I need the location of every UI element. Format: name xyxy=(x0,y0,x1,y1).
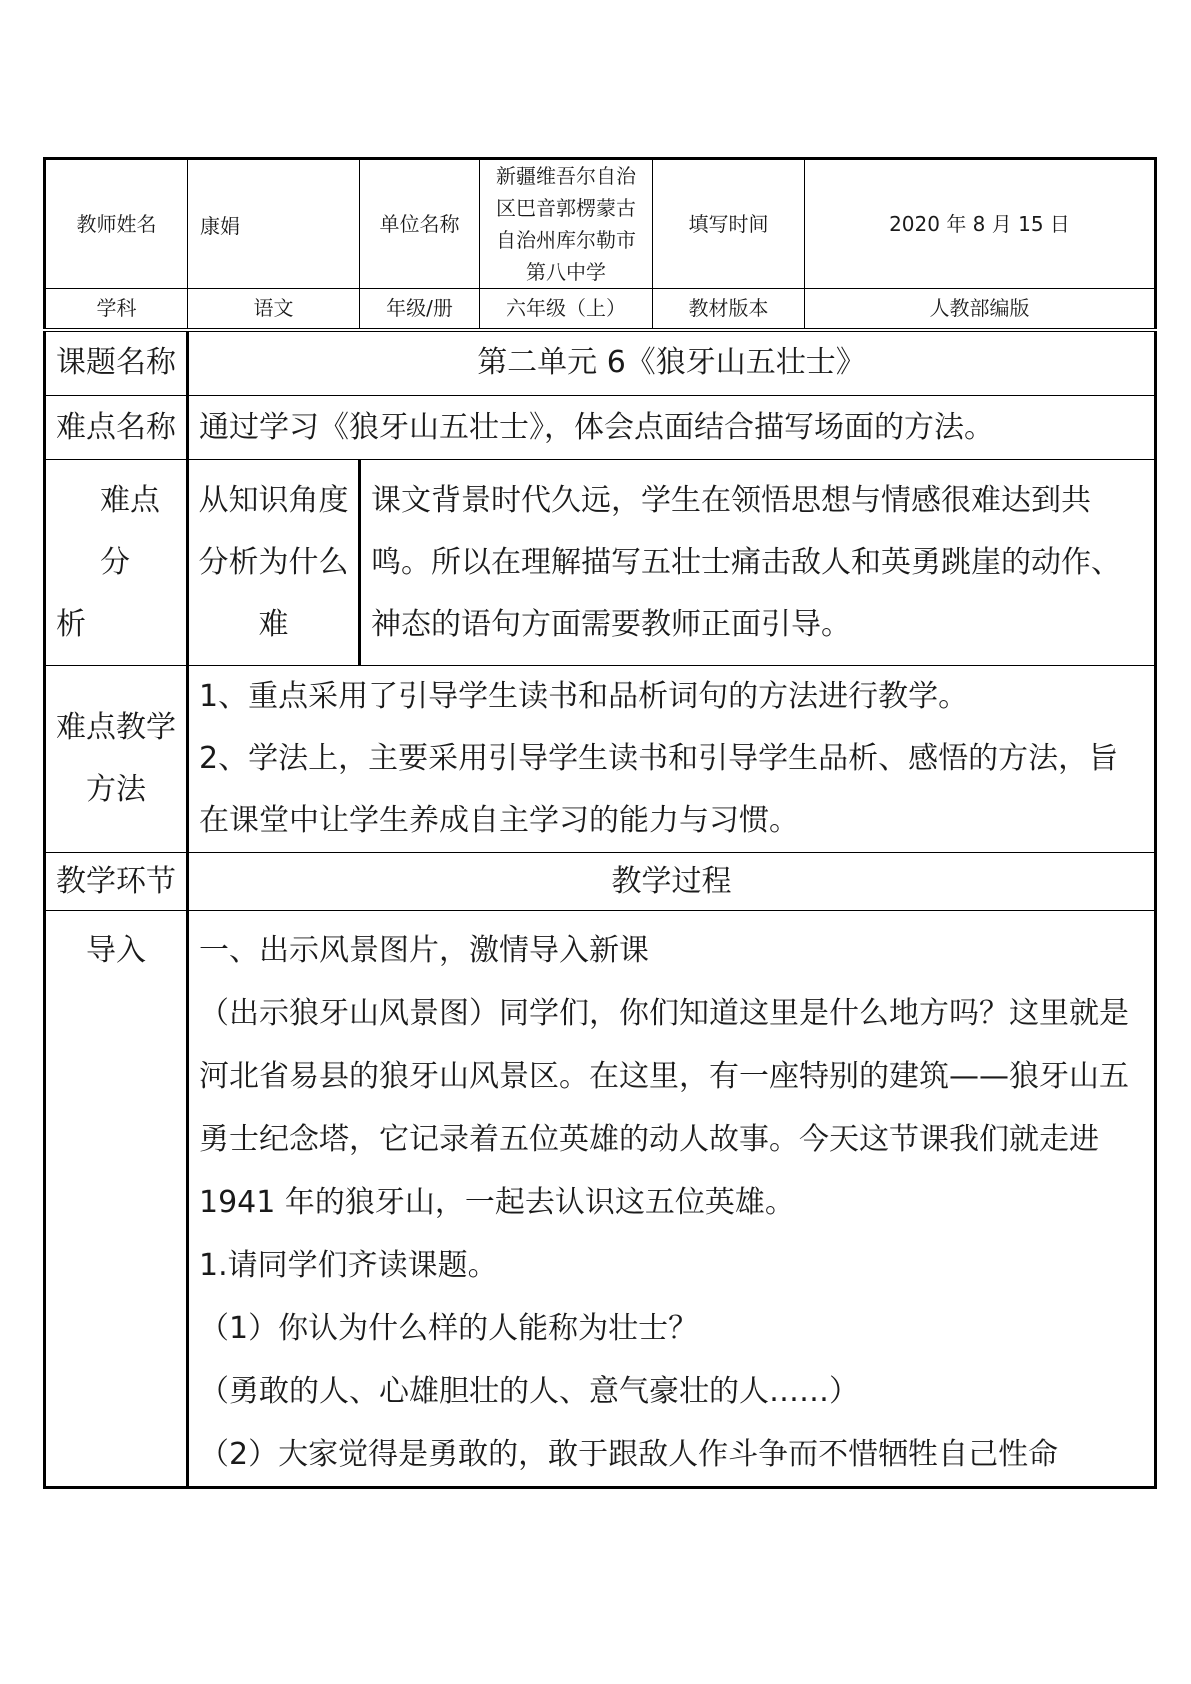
method-row xyxy=(45,666,1156,853)
edition-label: 教材版本 xyxy=(653,289,805,330)
analysis-sub-label-line: 难 xyxy=(258,606,289,642)
analysis-text: 课文背景时代久远，学生在领悟思想与情感很难达到共鸣。所以在理解描写五壮士痛击敌人和英勇跳崖的动作、神态的语句方面需要教师正面引导。 xyxy=(360,460,1156,666)
subject-label: 学科 xyxy=(45,289,188,330)
process-paragraph: （2）大家觉得是勇敢的，敢于跟敌人作斗争而不惜牺牲自己性命 xyxy=(199,1437,1059,1472)
process-paragraph: （出示狼牙山风景图）同学们，你们知道这里是什么地方吗？这里就是河北省易县的狼牙山风景区。在这里，有一座特别的建筑——狼牙山五勇士纪念塔，它记录着五位英雄的动人故事。今天这节课我们就走进 1941 年的狼牙山，一起去认识这五位英雄。 xyxy=(199,996,1129,1220)
analysis-sub-label-line: 分析为什么 xyxy=(198,544,349,580)
unit-name-line: 新疆维吾尔自治 xyxy=(496,164,636,188)
process-paragraph: 1.请同学们齐读课题。 xyxy=(199,1248,498,1283)
topic-row xyxy=(45,330,1156,396)
lesson-plan-table xyxy=(43,157,1157,1489)
process-header-label: 教学环节 xyxy=(45,853,188,911)
teacher-name: 康娟 xyxy=(188,159,360,289)
grade-label: 年级/册 xyxy=(360,289,480,330)
method-text xyxy=(188,666,1156,853)
analysis-label-line: 析 xyxy=(56,606,86,642)
difficulty-row xyxy=(45,396,1156,460)
method-item: 2、学法上，主要采用引导学生读书和引导学生品析、感悟的方法，旨在课堂中让学生养成自主学习的能力与习惯。 xyxy=(199,741,1119,838)
subject: 语文 xyxy=(188,289,360,330)
analysis-row xyxy=(45,460,1156,666)
process-header-row xyxy=(45,853,1156,911)
topic-value: 第二单元 6《狼牙山五壮士》 xyxy=(188,330,1156,396)
process-paragraph: 一、出示风景图片，激情导入新课 xyxy=(199,933,649,968)
analysis-label xyxy=(45,460,188,666)
fill-time-label: 填写时间 xyxy=(653,159,805,289)
header-row-2 xyxy=(45,289,1156,330)
process-row xyxy=(45,911,1156,1488)
analysis-label-line: 难点分 xyxy=(100,482,160,580)
fill-time: 2020 年 8 月 15 日 xyxy=(805,159,1156,289)
header-row-1 xyxy=(45,159,1156,289)
process-content xyxy=(188,911,1156,1488)
unit-name-line: 自治州库尔勒市 xyxy=(496,228,636,252)
unit-name-line: 第八中学 xyxy=(526,260,606,284)
grade: 六年级（上） xyxy=(480,289,653,330)
method-label xyxy=(45,666,188,853)
analysis-sub-label xyxy=(188,460,360,666)
method-item: 1、重点采用了引导学生读书和品析词句的方法进行教学。 xyxy=(199,679,969,714)
method-label-line: 方法 xyxy=(86,772,146,807)
process-paragraph: （1）你认为什么样的人能称为壮士？ xyxy=(199,1311,699,1346)
process-header-value: 教学过程 xyxy=(188,853,1156,911)
unit-name xyxy=(480,159,653,289)
edition: 人教部编版 xyxy=(805,289,1156,330)
teacher-name-label: 教师姓名 xyxy=(45,159,188,289)
unit-name-line: 区巴音郭楞蒙古 xyxy=(496,196,636,220)
analysis-sub-label-line: 从知识角度 xyxy=(198,482,349,518)
difficulty-label: 难点名称 xyxy=(45,396,188,460)
unit-label: 单位名称 xyxy=(360,159,480,289)
topic-label: 课题名称 xyxy=(45,330,188,396)
process-paragraph: （勇敢的人、心雄胆壮的人、意气豪壮的人……） xyxy=(199,1374,859,1409)
process-stage: 导入 xyxy=(45,911,188,1488)
difficulty-value: 通过学习《狼牙山五壮士》，体会点面结合描写场面的方法。 xyxy=(188,396,1156,460)
method-label-line: 难点教学 xyxy=(56,710,176,745)
